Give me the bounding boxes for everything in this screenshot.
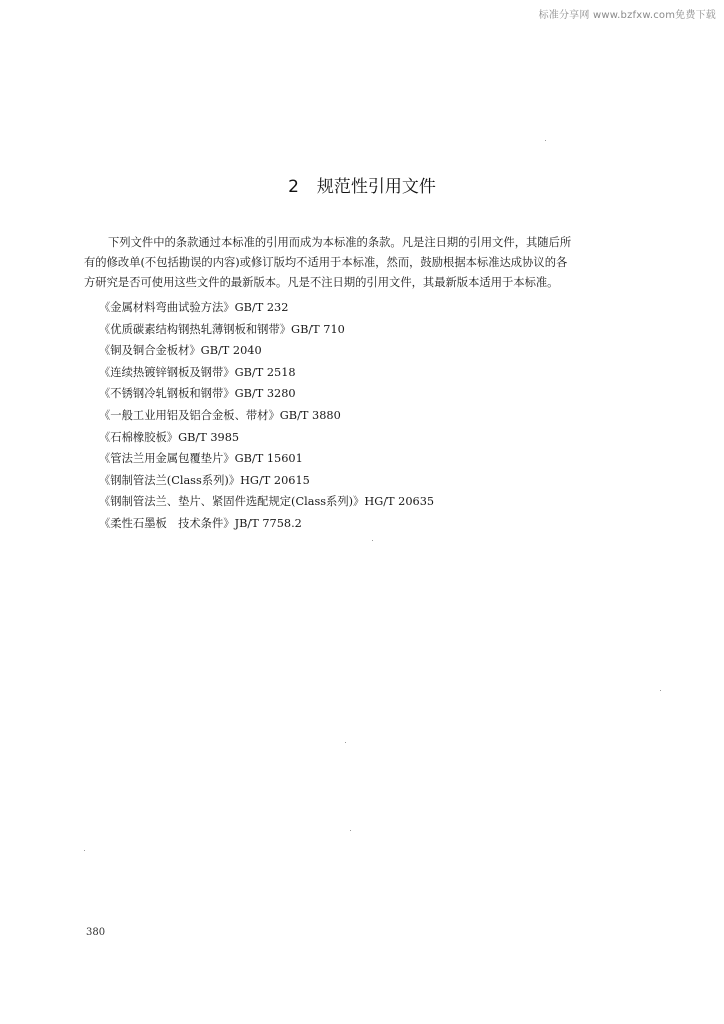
intro-line: 下列文件中的条款通过本标准的引用而成为本标准的条款。凡是注日期的引用文件，其随后所 xyxy=(108,236,572,249)
reference-item: 《管法兰用金属包覆垫片》GB/T 15601 xyxy=(99,452,303,466)
scan-speck xyxy=(372,540,373,541)
reference-item: 《连续热镀锌钢板及钢带》GB/T 2518 xyxy=(99,365,296,379)
reference-item: 《铜及铜合金板材》GB/T 2040 xyxy=(99,344,262,358)
reference-item: 《不锈钢冷轧钢板和钢带》GB/T 3280 xyxy=(99,387,296,401)
intro-paragraph xyxy=(84,233,658,293)
reference-item: 《一般工业用铝及铝合金板、带材》GB/T 3880 xyxy=(99,408,341,422)
reference-item: 《石棉橡胶板》GB/T 3985 xyxy=(99,430,240,444)
reference-list xyxy=(99,297,434,535)
watermark-text: 标准分享网 www.bzfxw.com免费下载 xyxy=(538,10,716,21)
scan-speck xyxy=(545,140,546,141)
section-number: 2 xyxy=(288,177,299,197)
intro-line: 方研究是否可使用这些文件的最新版本。凡是不注日期的引用文件，其最新版本适用于本标准。 xyxy=(84,276,559,289)
scan-speck xyxy=(660,690,661,691)
reference-item: 《柔性石墨板 技术条件》JB/T 7758.2 xyxy=(99,516,302,530)
scan-speck xyxy=(350,830,351,831)
scan-speck xyxy=(345,742,346,743)
section-heading xyxy=(0,172,724,197)
reference-item: 《钢制管法兰、垫片、紧固件选配规定(Class系列)》HG/T 20635 xyxy=(99,495,435,509)
intro-line: 有的修改单(不包括勘误的内容)或修订版均不适用于本标准，然而，鼓励根据本标准达成协议的各 xyxy=(84,256,568,269)
section-title: 规范性引用文件 xyxy=(316,177,436,197)
reference-item: 《金属材料弯曲试验方法》GB/T 232 xyxy=(99,301,289,314)
scan-speck xyxy=(84,850,85,851)
page-number: 380 xyxy=(86,927,106,938)
reference-item: 《优质碳素结构钢热轧薄钢板和钢带》GB/T 710 xyxy=(99,322,345,336)
reference-item: 《钢制管法兰(Class系列)》HG/T 20615 xyxy=(99,473,310,487)
